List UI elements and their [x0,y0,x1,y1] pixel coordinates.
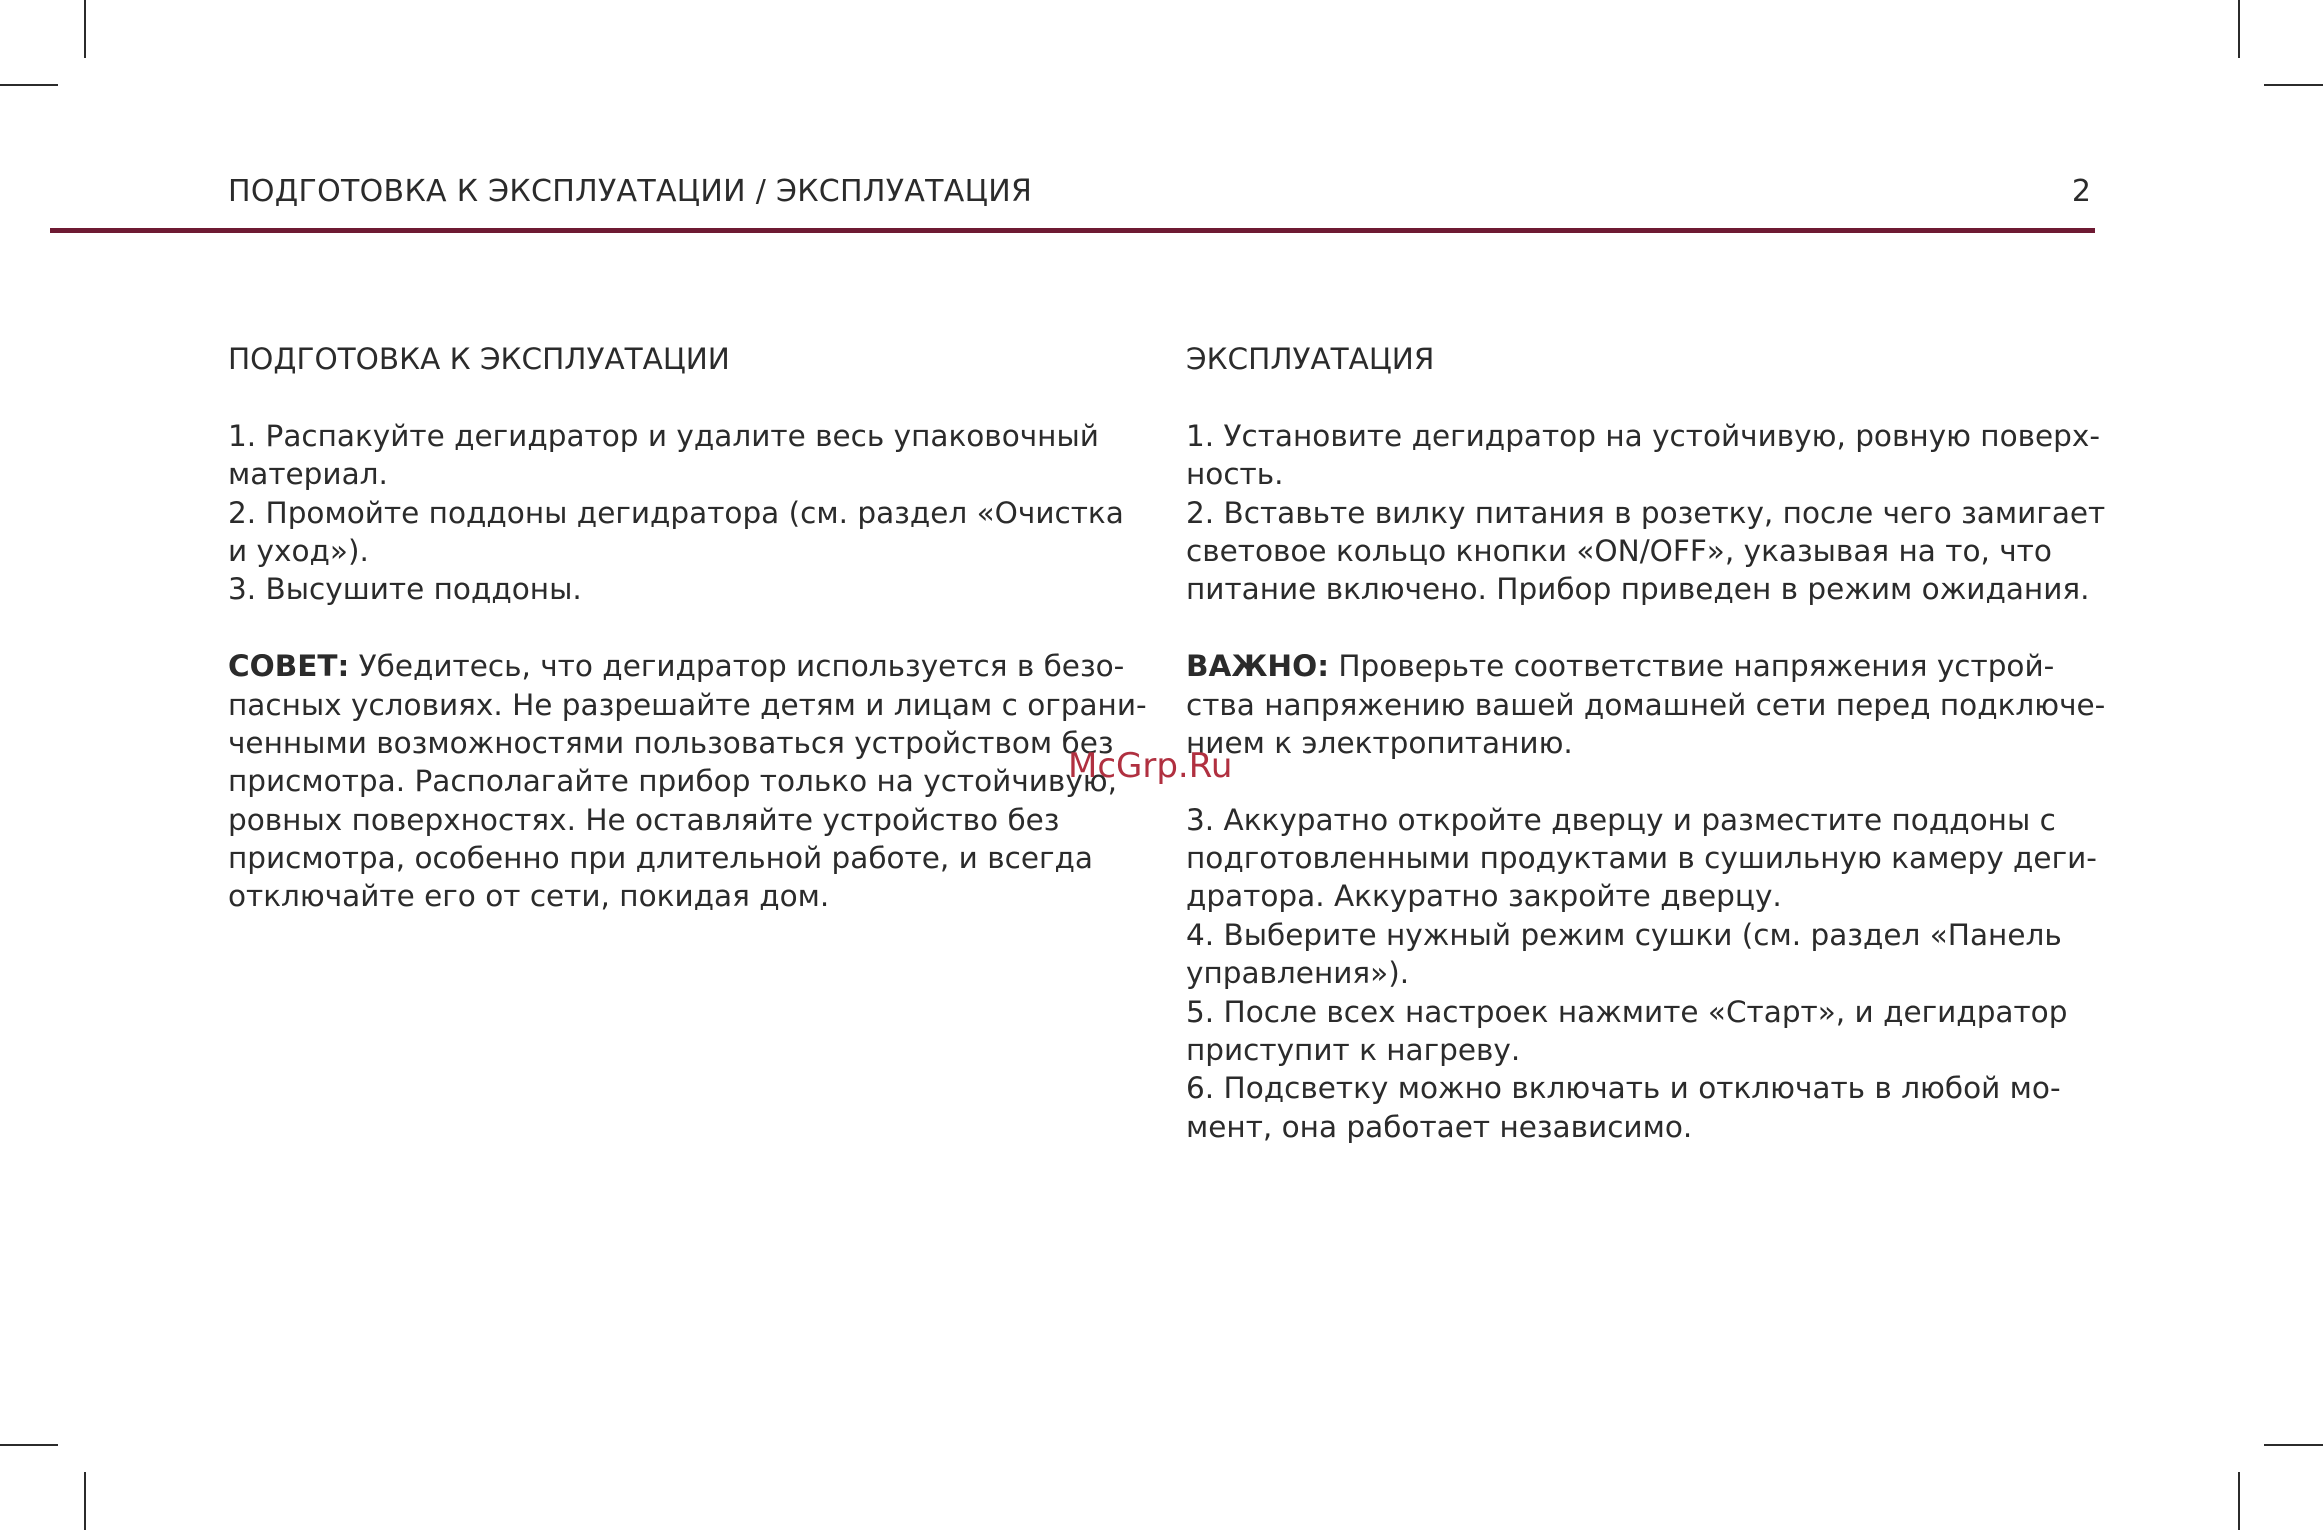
crop-mark [2264,84,2323,86]
page-number: 2 [2071,174,2091,209]
paragraph-gap [228,609,1148,647]
step-line: материал. [228,457,388,492]
crop-mark [2264,1444,2323,1446]
tip-line: присмотра, особенно при длительной работе, и всегда [228,841,1093,876]
important-label: ВАЖНО: [1186,649,1329,684]
step-line: 3. Высушите поддоны. [228,572,582,607]
tip-text: Убедитесь, что дегидратор используется в безо- [349,649,1125,684]
important-line: ства напряжению вашей домашней сети перед подключе- [1186,687,2106,722]
step-line: 2. Вставьте вилку питания в розетку, после чего замигает [1186,495,2106,530]
tip-line: пасных условиях. Не разрешайте детям и лицам с ограни- [228,687,1147,722]
preparation-section [228,340,1148,916]
tip-label: СОВЕТ: [228,649,350,684]
crop-mark [0,84,58,86]
important-line [1186,647,2106,685]
tip-line: присмотра. Располагайте прибор только на устойчивую, [228,764,1117,799]
important-line: нием к электропитанию. [1186,725,1573,760]
step-line: 1. Распакуйте дегидратор и удалите весь упаковочный [228,418,1099,453]
step-line: световое кольцо кнопки «ON/OFF», указывая на то, что [1186,533,2052,568]
step-line: 1. Установите дегидратор на устойчивую, ровную поверх- [1186,418,2101,453]
tip-line [228,647,1148,685]
crop-mark [2238,1472,2240,1530]
crop-mark [0,1444,58,1446]
step-line: 3. Аккуратно откройте дверцу и разместите поддоны с [1186,802,2056,837]
tip-line: ченными возможностями пользоваться устройством без [228,725,1114,760]
step-line: подготовленными продуктами в сушильную камеру деги- [1186,841,2097,876]
header-divider [50,228,2095,233]
step-line: 2. Промойте поддоны дегидратора (см. раздел «Очистка [228,495,1124,530]
section-heading: ПОДГОТОВКА К ЭКСПЛУАТАЦИИ [228,342,730,376]
step-line: ность. [1186,457,1284,492]
watermark: McGrp.Ru [1068,746,1233,786]
paragraph-gap [1186,609,2106,647]
step-line: питание включено. Прибор приведен в режим ожидания. [1186,572,2090,607]
tip-line: ровных поверхностях. Не оставляйте устройство без [228,802,1060,837]
step-line: управления»). [1186,956,1410,991]
crop-mark [2238,0,2240,58]
operation-section [1186,340,2106,1146]
section-heading: ЭКСПЛУАТАЦИЯ [1186,342,1435,376]
step-line: 5. После всех настроек нажмите «Старт», и дегидратор [1186,994,2068,1029]
tip-line: отключайте его от сети, покидая дом. [228,879,830,914]
step-line: 4. Выберите нужный режим сушки (см. раздел «Панель [1186,917,2062,952]
step-line: мент, она работает независимо. [1186,1109,1693,1144]
crop-mark [84,1472,86,1530]
step-line: дратора. Аккуратно закройте дверцу. [1186,879,1782,914]
step-line: и уход»). [228,533,369,568]
step-line: 6. Подсветку можно включать и отключать в любой мо- [1186,1071,2061,1106]
important-text: Проверьте соответствие напряжения устрой- [1329,649,2055,684]
crop-mark [84,0,86,58]
paragraph-gap [1186,762,2106,800]
page-header-title: ПОДГОТОВКА К ЭКСПЛУАТАЦИИ / ЭКСПЛУАТАЦИЯ [228,174,1033,209]
step-line: приступит к нагреву. [1186,1033,1521,1068]
